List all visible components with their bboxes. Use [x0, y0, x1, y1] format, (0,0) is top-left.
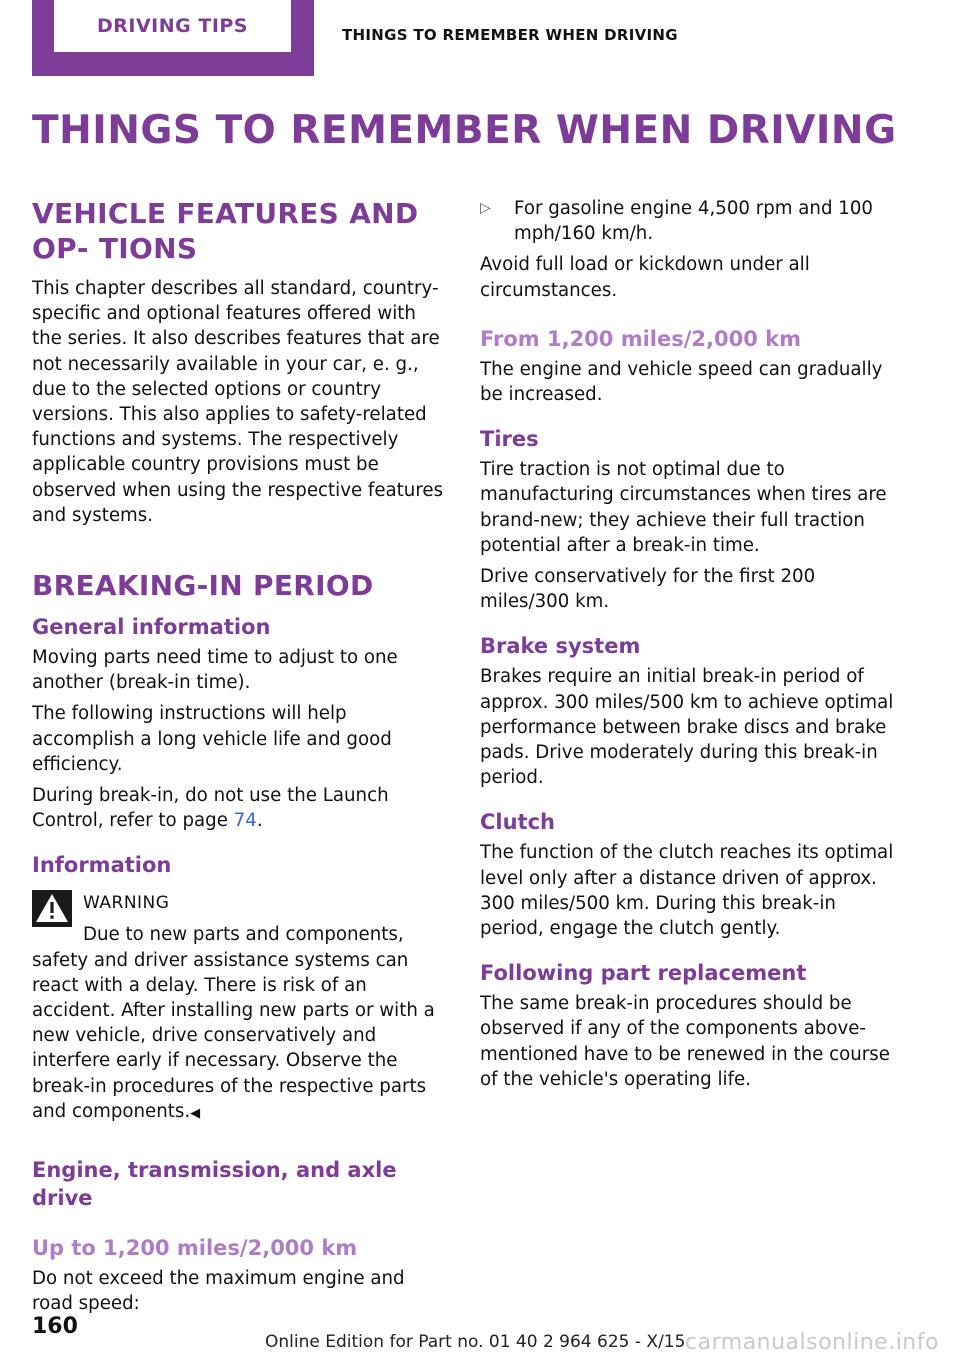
- warning-icon: [32, 890, 72, 927]
- general-information-p1: Moving parts need time to adjust to one another (break-in time).: [32, 647, 398, 694]
- section-tab-label: DRIVING TIPS: [54, 0, 291, 52]
- clutch-heading: Clutch: [480, 810, 555, 835]
- tires-text-2: Drive conservatively for the first 200 miles/300 km.: [480, 566, 816, 613]
- warning-label: WARNING: [83, 893, 170, 914]
- bullet-triangle-icon: ▷: [480, 200, 491, 216]
- part-replacement-heading: Following part replacement: [480, 961, 807, 986]
- information-heading: Information: [32, 853, 172, 878]
- warning-block: [32, 891, 450, 916]
- general-information-p2: The following instructions will help accomplish a long vehicle life and good efficiency.: [32, 703, 392, 775]
- list-item: [480, 196, 900, 246]
- left-column: [32, 196, 450, 1322]
- right-column: [480, 196, 900, 1098]
- brake-system-heading: Brake system: [480, 634, 641, 659]
- p3-text: During break-in, do not use the Launch Control, refer to page: [32, 785, 389, 832]
- running-head: THINGS TO REMEMBER WHEN DRIVING: [342, 26, 678, 44]
- general-information-heading: General information: [32, 615, 271, 640]
- avoid-text: Avoid full load or kickdown under all circumstances.: [480, 254, 810, 301]
- engine-transmission-heading: Engine, transmission, and axle drive: [32, 1158, 397, 1211]
- clutch-text: The function of the clutch reaches its optimal level only after a distance driven of approx. 300 miles/500 km. During this break-in period, engage the clutch gently.: [480, 842, 894, 940]
- edition-footer: Online Edition for Part no. 01 40 2 964 625 - X/15: [265, 1332, 686, 1352]
- breaking-in-heading: BREAKING-IN PERIOD: [32, 569, 374, 603]
- part-replacement-text: The same break-in procedures should be observed if any of the components above-mentioned have to be renewed in the course of the vehicle's operating life.: [480, 993, 890, 1090]
- end-mark-icon: ◀: [190, 1105, 201, 1121]
- from-heading: From 1,200 miles/2,000 km: [480, 326, 801, 351]
- general-information-p3: [32, 783, 450, 833]
- warning-body: Due to new parts and components, safety and driver assistance systems can react with a delay. There is risk of an accident. After installing new parts or with a new vehicle, drive conservatively and interfere early if necessary. Observe the break-in procedures of the respective parts and components.: [32, 924, 435, 1122]
- vehicle-features-text: This chapter describes all standard, country-specific and optional features offered with the series. It also describes features that are not necessarily available in your car, e. g., due to the selected options or country versions. This also applies to safety-related functions and systems. The respectively applicable country provisions must be observed when using the respective features and systems.: [32, 278, 444, 526]
- page-number: 160: [32, 1314, 78, 1339]
- up-to-text: Do not exceed the maximum engine and road speed:: [32, 1268, 405, 1315]
- bullet-text: For gasoline engine 4,500 rpm and 100 mph/160 km/h.: [514, 198, 873, 245]
- up-to-heading: Up to 1,200 miles/2,000 km: [32, 1236, 358, 1261]
- tires-text-1: Tire traction is not optimal due to manufacturing circumstances when tires are brand-new; they achieve their full traction potential after a break-in time.: [480, 459, 887, 556]
- brake-system-text: Brakes require an initial break-in period of approx. 300 miles/500 km to achieve optimal performance between brake discs and brake pads. Drive moderately during this break-in period.: [480, 666, 894, 789]
- vehicle-features-heading: VEHICLE FEATURES AND OP‐ TIONS: [32, 197, 419, 265]
- warning-text: [32, 922, 450, 1126]
- page-reference-link[interactable]: 74: [233, 810, 257, 832]
- from-text: The engine and vehicle speed can gradually be increased.: [480, 358, 883, 406]
- watermark: carmanualsonline.info: [685, 1330, 939, 1355]
- p3-end: .: [256, 810, 263, 832]
- page-title: THINGS TO REMEMBER WHEN DRIVING: [32, 108, 897, 153]
- section-tab: [32, 0, 314, 76]
- tires-heading: Tires: [480, 427, 539, 452]
